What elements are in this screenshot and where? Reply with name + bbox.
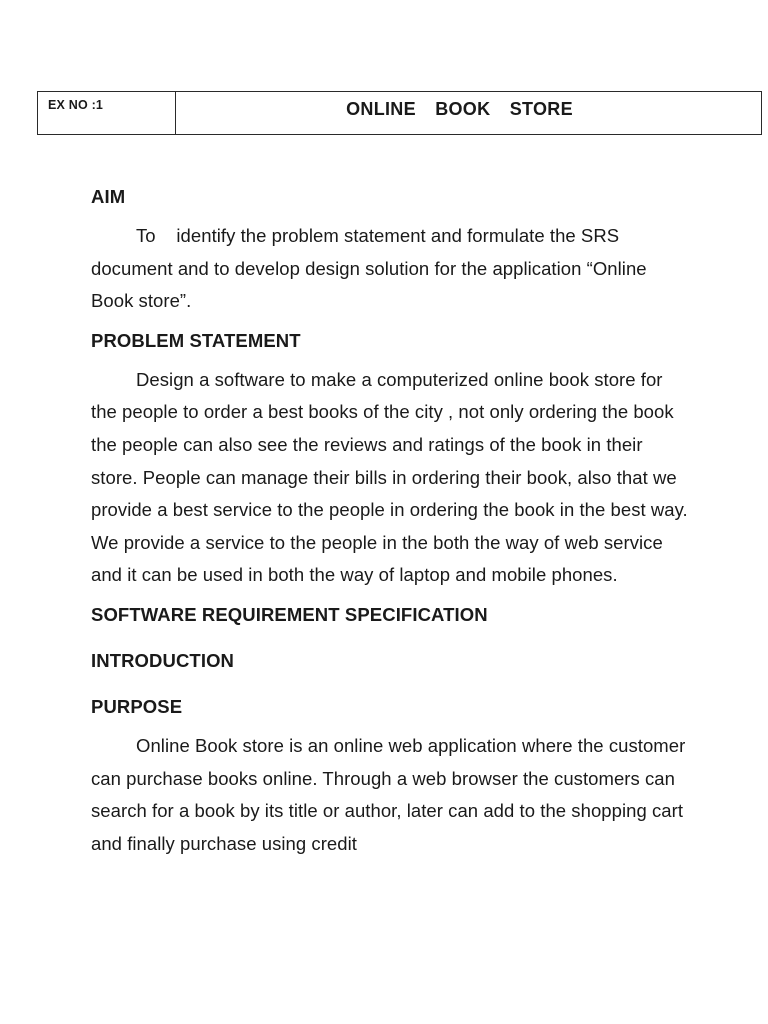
document-body [91, 180, 691, 866]
header-table [37, 91, 762, 135]
introduction-heading: INTRODUCTION [91, 649, 235, 671]
exercise-number: EX NO :1 [38, 92, 176, 134]
srs-heading: SOFTWARE REQUIREMENT SPECIFICATION [91, 603, 488, 625]
purpose-heading: PURPOSE [91, 695, 183, 717]
problem-statement-heading: PROBLEM STATEMENT [91, 329, 301, 351]
problem-statement-paragraph: Design a software to make a computerized online book store for the people to order a best books of the city , not only ordering the book the people can also see the reviews and ratings of the book in their store. People can manage their bills in ordering their book, also that we provide a best service to the people in ordering the book in the best way. We provide a service to the people in the both the way of web service and it can be used in both the way of laptop and mobile phones. [91, 368, 688, 586]
purpose-paragraph: Online Book store is an online web application where the customer can purchase books online. Through a web browser the customers can search for a book by its title or author, later can add to the shopping cart and finally purchase using credit [91, 734, 686, 854]
aim-heading: AIM [91, 186, 126, 207]
aim-paragraph: To identify the problem statement and formulate the SRS document and to develop design solution for the application “Online Book store”. [91, 225, 652, 312]
document-title: ONLINE BOOK STORE [346, 99, 573, 119]
